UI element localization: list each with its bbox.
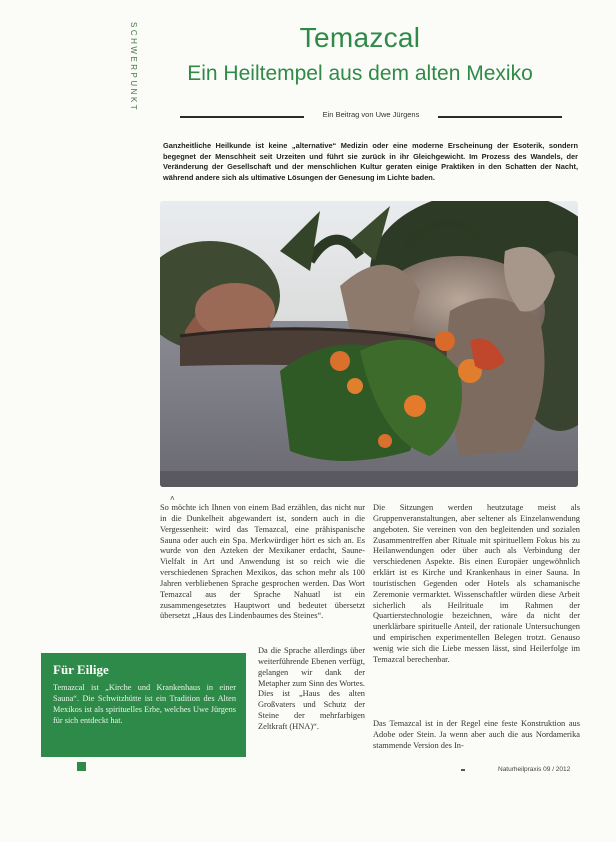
column-right-bottom <box>373 719 580 752</box>
page-marker-square <box>77 762 86 771</box>
section-label <box>126 22 140 142</box>
article-title: Temazcal <box>299 22 421 53</box>
body-paragraph: So möchte ich Ihnen von einem Bad erzählen, das nicht nur in die Dunkelheit abgewandert ist, sondern auch in die Vergessenheit: wird das Temazcal, eine prähispanische Sauna oder auch ein Spa. Merkwürdiger hört es sich an. Es wurde von den Azteken der Mexikaner erdacht, Saune-Vielfalt in Art und Anwendung ist so reich wie die verschiedenen Sprachen Mexikos, das schon mehr als 100 Jahren verbliebenen Sprache gesprochen werden. Das Wort Temazcal aus der Sprache Nahuatl ist ein zusammengesetztes Hauptwort und bedeutet übersetzt übersetzt „Haus des Lindenbaumes des Steines“. <box>160 503 365 621</box>
summary-box-title: Für Eilige <box>53 662 109 677</box>
section-label-text: SCHWERPUNKT <box>129 22 138 113</box>
decorative-mark: ˄ <box>170 494 175 503</box>
article-photo <box>160 201 578 487</box>
byline: Ein Beitrag von Uwe Jürgens <box>322 110 420 119</box>
intro-paragraph: Ganzheitliche Heilkunde ist keine „alternative“ Medizin oder eine moderne Erscheinung der Esoterik, sondern begegnet der Menschheit seit Urzeiten und führt sie zurück in ihr Gleichgewicht. Im Prozess des Wandels, der Veränderung der Gesellschaft und der menschlichen Kultur geraten einige Praktiken in den Schatten der Nacht, während andere sich als ultimative Lösungen der Genesung im Lichte baden. <box>163 141 578 182</box>
byline-row <box>180 110 562 122</box>
summary-box-text: Temazcal ist „Kirche und Krankenhaus in einer Sauna“. Die Schwitzhütte ist ein Tradition des Alten Mexikos ist als spirituelles Erbe, welches Uwe Jürgens für sich entdeckt hat. <box>53 683 236 725</box>
footer-text: Naturheilpraxis 09 / 2012 <box>498 766 571 773</box>
column-right-top <box>373 503 580 666</box>
column-left-top <box>160 503 365 622</box>
article-subtitle: Ein Heiltempel aus dem alten Mexiko <box>187 62 533 85</box>
byline-rule-right <box>438 116 562 118</box>
byline-rule-left <box>180 116 304 118</box>
summary-box <box>41 653 246 757</box>
body-paragraph: Da die Sprache allerdings über weiterführende Ebenen verfügt, gelangen wir dank der Metapher zum Sinn des Wortes. Dies ist „Haus des alten Großvaters und Schutz der Steine der mehrfarbigen Zeltkraft (HNA)“. <box>258 646 365 731</box>
body-paragraph: Die Sitzungen werden heutzutage meist als Gruppenveranstaltungen, aber seltener als Einzelanwendung angeboten. Sie vereinen von den begleitenden und sozialen Zusammentreffen aber Rituale mit spirituellem Fokus bis zu Heilanwendungen oder über auch als Verbindung der verschiedenen Aspekte. Bis einen Europäer ungewöhnlich erklärt ist es Kirche und Krankenhaus in einer Sauna. In touristischen Gegenden oder Hotels als schamanische Zeremonie vermarktet. Wissenschaftler würden diese Arbeit sicherlich als Heilrituale im Rahmen der Quartierstechnologie bezeichnen, wäre da nicht der unerklärbare spirituelle Anteil, der rationale Untersuchungen und empirischen experimentellen Belegen trotzt. Genauso wenig wie sich die Liebe messen lässt, sind Heilerfolge im Temazcal berechenbar. <box>373 503 580 664</box>
body-paragraph: Das Temazcal ist in der Regel eine feste Konstruktion aus Adobe oder Stein. Ja wenn aber auch die aus Nordamerika stammende Version des In- <box>373 719 580 750</box>
column-left-bottom <box>258 646 365 733</box>
footer-dash <box>461 769 465 771</box>
fountain-photo-image <box>160 201 578 487</box>
